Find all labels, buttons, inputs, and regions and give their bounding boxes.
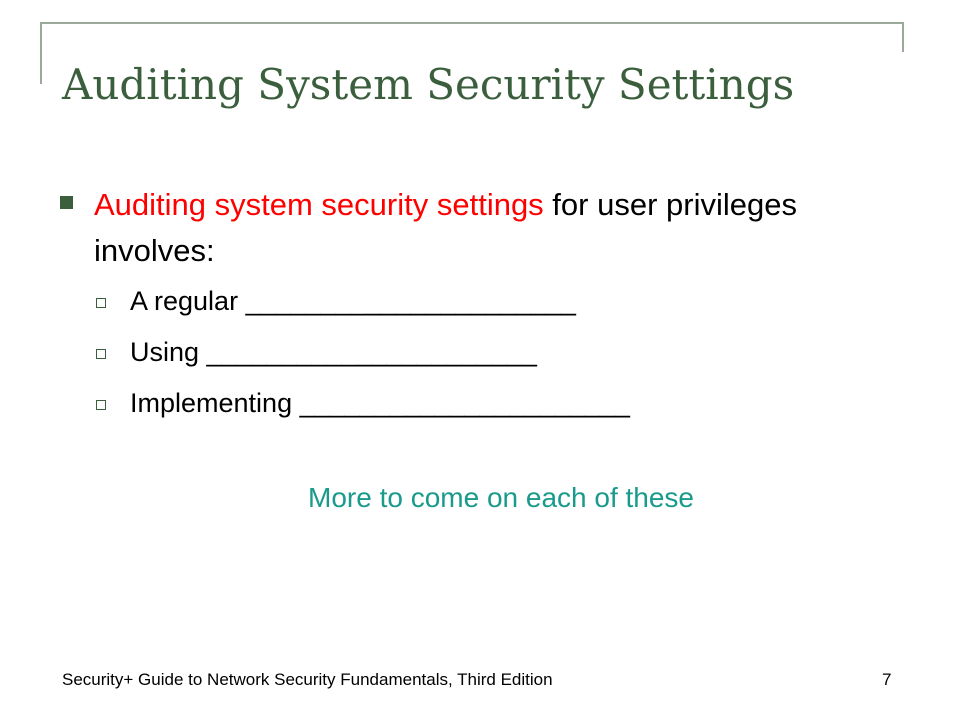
hollow-square-bullet-icon (96, 298, 106, 308)
note-text: More to come on each of these (308, 482, 694, 513)
hollow-square-bullet-icon (96, 400, 106, 410)
hollow-square-bullet-icon (96, 349, 106, 359)
page-number: 7 (882, 670, 892, 689)
sub-bullet-label: A regular ______________________ (130, 286, 576, 316)
bullet-highlight-text: Auditing system security settings (94, 187, 544, 222)
frame-top-line (40, 22, 904, 24)
frame-left-line (40, 22, 42, 84)
square-bullet-icon (60, 196, 73, 209)
main-bullet-text (94, 182, 874, 274)
slide-title: Auditing System Security Settings (62, 60, 795, 109)
sub-bullet-label: Implementing ______________________ (130, 388, 630, 418)
sub-bullet-label: Using ______________________ (130, 337, 537, 367)
footer-text: Security+ Guide to Network Security Fundamentals, Third Edition (62, 670, 553, 689)
bullet-rest-text: for user privileges involves: (94, 187, 797, 268)
frame-right-line (902, 22, 904, 52)
